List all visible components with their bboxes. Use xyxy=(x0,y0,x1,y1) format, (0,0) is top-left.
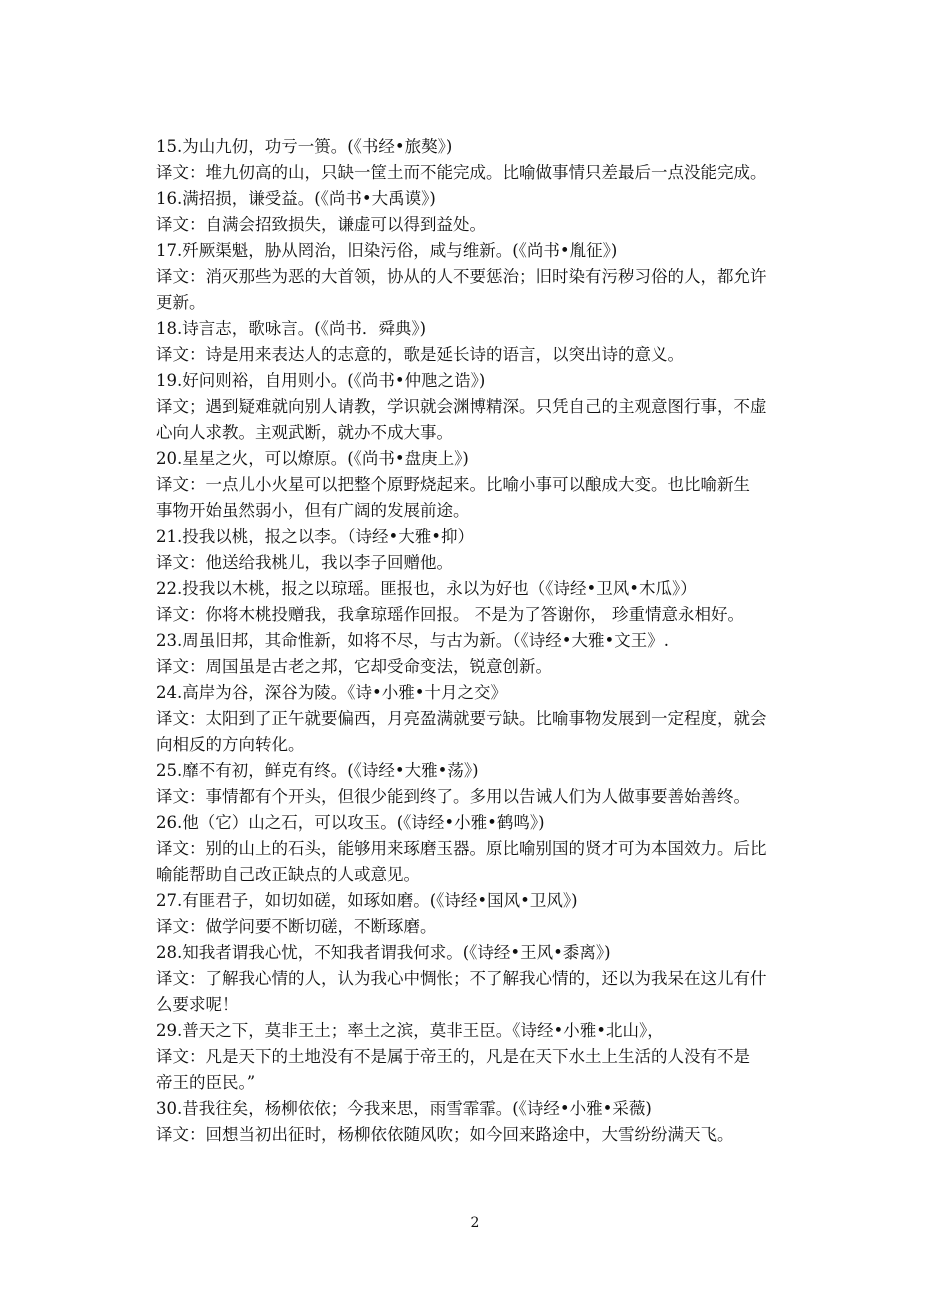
quote-line: 18.诗言志，歌咏言。(《尚书．舜典》) xyxy=(156,319,427,338)
quote-line: 17.歼厥渠魁，胁从罔治，旧染污俗，咸与维新。(《尚书•胤征》) xyxy=(156,241,618,260)
quote-line: 28.知我者谓我心忧，不知我者谓我何求。(《诗经•王风•黍离》) xyxy=(156,943,611,962)
quote-line: 19.好问则裕，自用则小。(《尚书•仲虺之诰》) xyxy=(156,371,486,390)
page-number: 2 xyxy=(470,1215,480,1231)
continuation-line: 帝王的臣民。” xyxy=(156,1073,256,1092)
quote-line: 27.有匪君子，如切如磋，如琢如磨。(《诗经•国风•卫风》) xyxy=(156,891,578,910)
quote-line: 21.投我以桃，报之以李。（诗经•大雅•抑） xyxy=(156,527,474,546)
translation-line: 译文：周国虽是古老之邦，它却受命变法，锐意创新。 xyxy=(156,657,552,676)
quote-line: 15.为山九仞，功亏一篑。(《书经•旅獒》) xyxy=(156,137,453,156)
translation-line: 译文；遇到疑难就向别人请教，学识就会渊博精深。只凭自己的主观意图行事，不虚 xyxy=(156,397,767,416)
translation-line: 译文：了解我心情的人，认为我心中惆怅；不了解我心情的，还以为我呆在这儿有什 xyxy=(156,969,767,988)
continuation-line: 事物开始虽然弱小，但有广阔的发展前途。 xyxy=(156,501,470,520)
continuation-line: 喻能帮助自己改正缺点的人或意见。 xyxy=(156,865,420,884)
translation-line: 译文：别的山上的石头，能够用来琢磨玉器。原比喻别国的贤才可为本国效力。后比 xyxy=(156,839,767,858)
translation-line: 译文：你将木桃投赠我，我拿琼瑶作回报。 不是为了答谢你， 珍重情意永相好。 xyxy=(156,605,744,624)
translation-line: 译文：回想当初出征时，杨柳依依随风吹；如今回来路途中，大雪纷纷满天飞。 xyxy=(156,1125,734,1144)
continuation-line: 么要求呢！ xyxy=(156,995,239,1014)
quote-line: 24.高岸为谷，深谷为陵。《诗•小雅•十月之交》 xyxy=(156,683,507,702)
translation-line: 译文：他送给我桃儿，我以李子回赠他。 xyxy=(156,553,453,572)
translation-line: 译文：自满会招致损失，谦虚可以得到益处。 xyxy=(156,215,486,234)
translation-line: 译文：太阳到了正午就要偏西，月亮盈满就要亏缺。比喻事物发展到一定程度，就会 xyxy=(156,709,767,728)
continuation-line: 心向人求教。主观武断，就办不成大事。 xyxy=(156,423,453,442)
translation-line: 译文：诗是用来表达人的志意的，歌是延长诗的语言，以突出诗的意义。 xyxy=(156,345,684,364)
translation-line: 译文：消灭那些为恶的大首领，协从的人不要惩治；旧时染有污秽习俗的人，都允许 xyxy=(156,267,767,286)
translation-line: 译文：堆九仞高的山，只缺一筐土而不能完成。比喻做事情只差最后一点没能完成。 xyxy=(156,163,767,182)
quote-line: 16.满招损，谦受益。(《尚书•大禹谟》) xyxy=(156,189,436,208)
continuation-line: 更新。 xyxy=(156,293,206,312)
quote-line: 23.周虽旧邦，其命惟新，如将不尽，与古为新。（《诗经•大雅•文王》. xyxy=(156,631,669,650)
quote-line: 22.投我以木桃，报之以琼瑶。匪报也，永以为好也（《诗经•卫风•木瓜》） xyxy=(156,579,697,598)
translation-line: 译文：事情都有个开头，但很少能到终了。多用以告诫人们为人做事要善始善终。 xyxy=(156,787,750,806)
quote-line: 30.昔我往矣，杨柳依依；今我来思，雨雪霏霏。(《诗经•小雅•采薇) xyxy=(156,1099,652,1118)
translation-line: 译文：一点儿小火星可以把整个原野烧起来。比喻小事可以酿成大变。也比喻新生 xyxy=(156,475,750,494)
quote-line: 20.星星之火，可以燎原。(《尚书•盘庚上》) xyxy=(156,449,469,468)
quote-line: 26.他（它）山之石，可以攻玉。(《诗经•小雅•鹤鸣》) xyxy=(156,813,545,832)
document-body xyxy=(156,134,806,1148)
translation-line: 译文：凡是天下的土地没有不是属于帝王的，凡是在天下水土上生活的人没有不是 xyxy=(156,1047,750,1066)
quote-line: 29.普天之下，莫非王土；率土之滨，莫非王臣。《诗经•小雅•北山》， xyxy=(156,1021,664,1040)
quote-line: 25.靡不有初，鲜克有终。(《诗经•大雅•荡》) xyxy=(156,761,479,780)
continuation-line: 向相反的方向转化。 xyxy=(156,735,305,754)
translation-line: 译文：做学问要不断切磋，不断琢磨。 xyxy=(156,917,437,936)
